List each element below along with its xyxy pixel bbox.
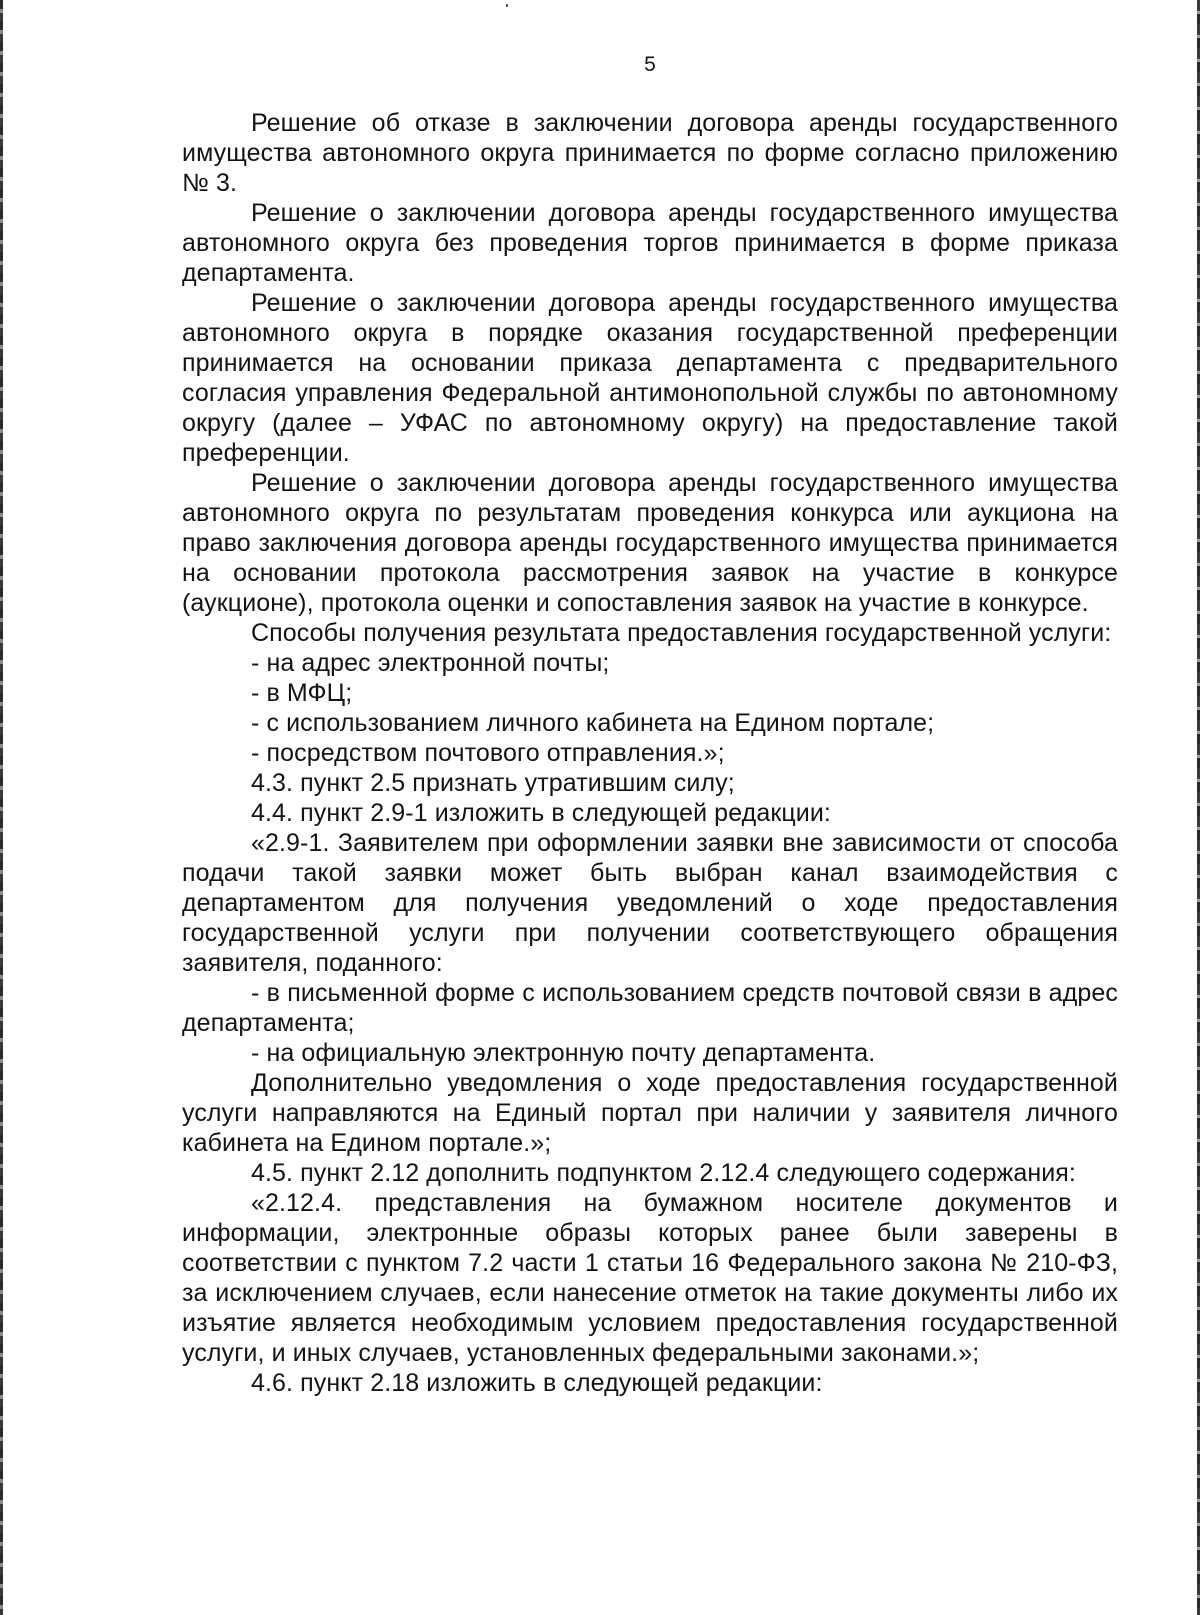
list-item-mfc: - в МФЦ;: [251, 679, 353, 707]
clause-4-3: 4.3. пункт 2.5 признать утратившим силу;: [251, 769, 735, 797]
list-item-post: - посредством почтового отправления.»;: [251, 739, 725, 767]
page-number: 5: [644, 53, 656, 76]
list-item-email: - на адрес электронной почты;: [251, 649, 610, 677]
paragraph-decision-tender-results: Решение о заключении договора аренды государственного имущества автономного округа по результатам проведения конкурса или аукциона на право заключения договора аренды государственного имущества принимается на основании протокола рассмотрения заявок на участие в конкурсе (аукционе), протокола оценки и сопоставления заявок на участие в конкурсе.: [182, 469, 1118, 617]
document-page: [182, 50, 1118, 1398]
paragraph-2-9-1: «2.9-1. Заявителем при оформлении заявки вне зависимости от способа подачи такой заявки может быть выбран канал взаимодействия с департаментом для получения уведомлений о ходе предоставления государственной услуги при получении соответствующего обращения заявителя, поданного:: [182, 829, 1118, 977]
clause-4-5: 4.5. пункт 2.12 дополнить подпунктом 2.12.4 следующего содержания:: [251, 1159, 1076, 1187]
list-item-written-form: - в письменной форме с использованием средств почтовой связи в адрес департамента;: [182, 979, 1118, 1037]
clause-4-4: 4.4. пункт 2.9-1 изложить в следующей редакции:: [251, 799, 831, 827]
scan-speck: [506, 4, 508, 7]
list-item-official-email: - на официальную электронную почту департамента.: [251, 1039, 876, 1067]
paragraph-decision-without-tender: Решение о заключении договора аренды государственного имущества автономного округа без проведения торгов принимается в форме приказа департамента.: [182, 199, 1118, 287]
paragraph-additional-notifications: Дополнительно уведомления о ходе предоставления государственной услуги направляются на Единый портал при наличии у заявителя личного кабинета на Едином портале.»;: [182, 1069, 1118, 1157]
list-item-portal: - с использованием личного кабинета на Едином портале;: [251, 709, 935, 737]
clause-4-6: 4.6. пункт 2.18 изложить в следующей редакции:: [251, 1369, 823, 1397]
paragraph-2-12-4: «2.12.4. представления на бумажном носителе документов и информации, электронные образы которых ранее были заверены в соответствии с пунктом 7.2 части 1 статьи 16 Федерального закона № 210-ФЗ, за исключением случаев, если нанесение отметок на такие документы либо их изъятие является необходимым условием предоставления государственной услуги, и иных случаев, установленных федеральными законами.»;: [182, 1189, 1118, 1367]
paragraph-refusal-decision: Решение об отказе в заключении договора аренды государственного имущества автономного округа принимается по форме согласно приложению № 3.: [182, 109, 1118, 197]
paragraph-decision-preference: Решение о заключении договора аренды государственного имущества автономного округа в порядке оказания государственной преференции принимается на основании приказа департамента с предварительного согласия управления Федеральной антимонопольной службы по автономному округу (далее – УФАС по автономному округу) на предоставление такой преференции.: [182, 289, 1118, 467]
paragraph-result-methods: Способы получения результата предоставления государственной услуги:: [251, 619, 1112, 647]
scan-edge-left: [0, 0, 3, 1615]
